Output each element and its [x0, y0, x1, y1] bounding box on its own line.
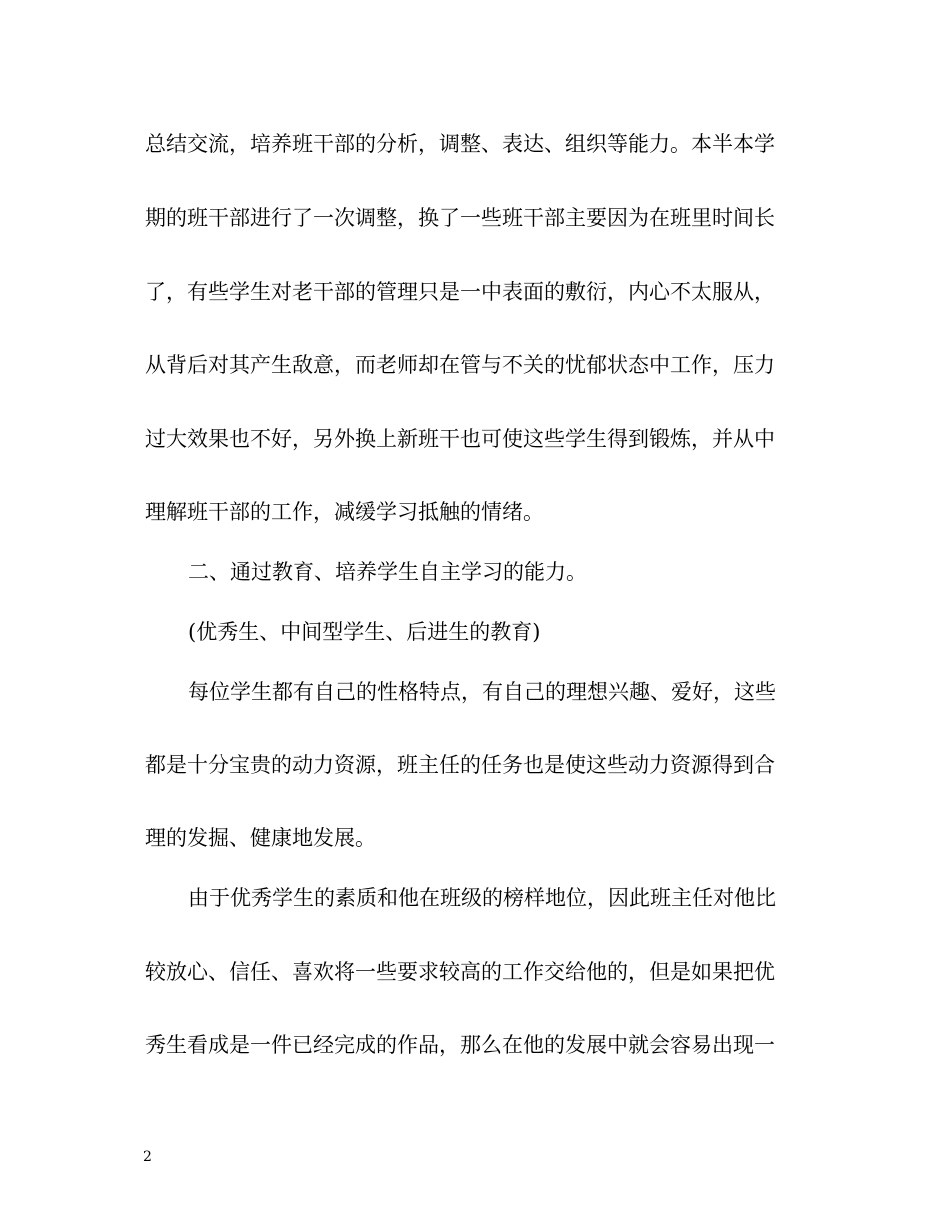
paragraph-line: 理解班干部的工作，减缓学习抵触的情绪。: [145, 500, 544, 524]
paragraph-line: 过大效果也不好，另外换上新班干也可使这些学生得到锻炼，并从中: [145, 427, 775, 451]
paragraph-line: 由于优秀学生的素质和他在班级的榜样地位，因此班主任对他比: [188, 886, 776, 910]
paragraph-line: 期的班干部进行了一次调整，换了一些班干部主要因为在班里时间长: [145, 206, 775, 230]
paragraph-line: 较放心、信任、喜欢将一些要求较高的工作交给他的，但是如果把优: [145, 960, 775, 984]
paragraph-line: 秀生看成是一件已经完成的作品，那么在他的发展中就会容易出现一: [145, 1033, 775, 1057]
section-subheading: (优秀生、中间型学生、后进生的教育): [188, 620, 541, 644]
paragraph-line: 理的发掘、健康地发展。: [145, 826, 376, 850]
paragraph-line: 了，有些学生对老干部的管理只是一中表面的敷衍，内心不太服从，: [145, 280, 775, 304]
paragraph-line: 总结交流，培养班干部的分析，调整、表达、组织等能力。本半本学: [145, 132, 775, 156]
paragraph-line: 每位学生都有自己的性格特点，有自己的理想兴趣、爱好，这些: [188, 680, 776, 704]
page-number: 2: [143, 1149, 152, 1165]
section-heading: 二、通过教育、培养学生自主学习的能力。: [188, 560, 587, 584]
paragraph-line: 都是十分宝贵的动力资源，班主任的任务也是使这些动力资源得到合: [145, 753, 775, 777]
paragraph-line: 从背后对其产生敌意，而老师却在管与不关的忧郁状态中工作，压力: [145, 353, 775, 377]
